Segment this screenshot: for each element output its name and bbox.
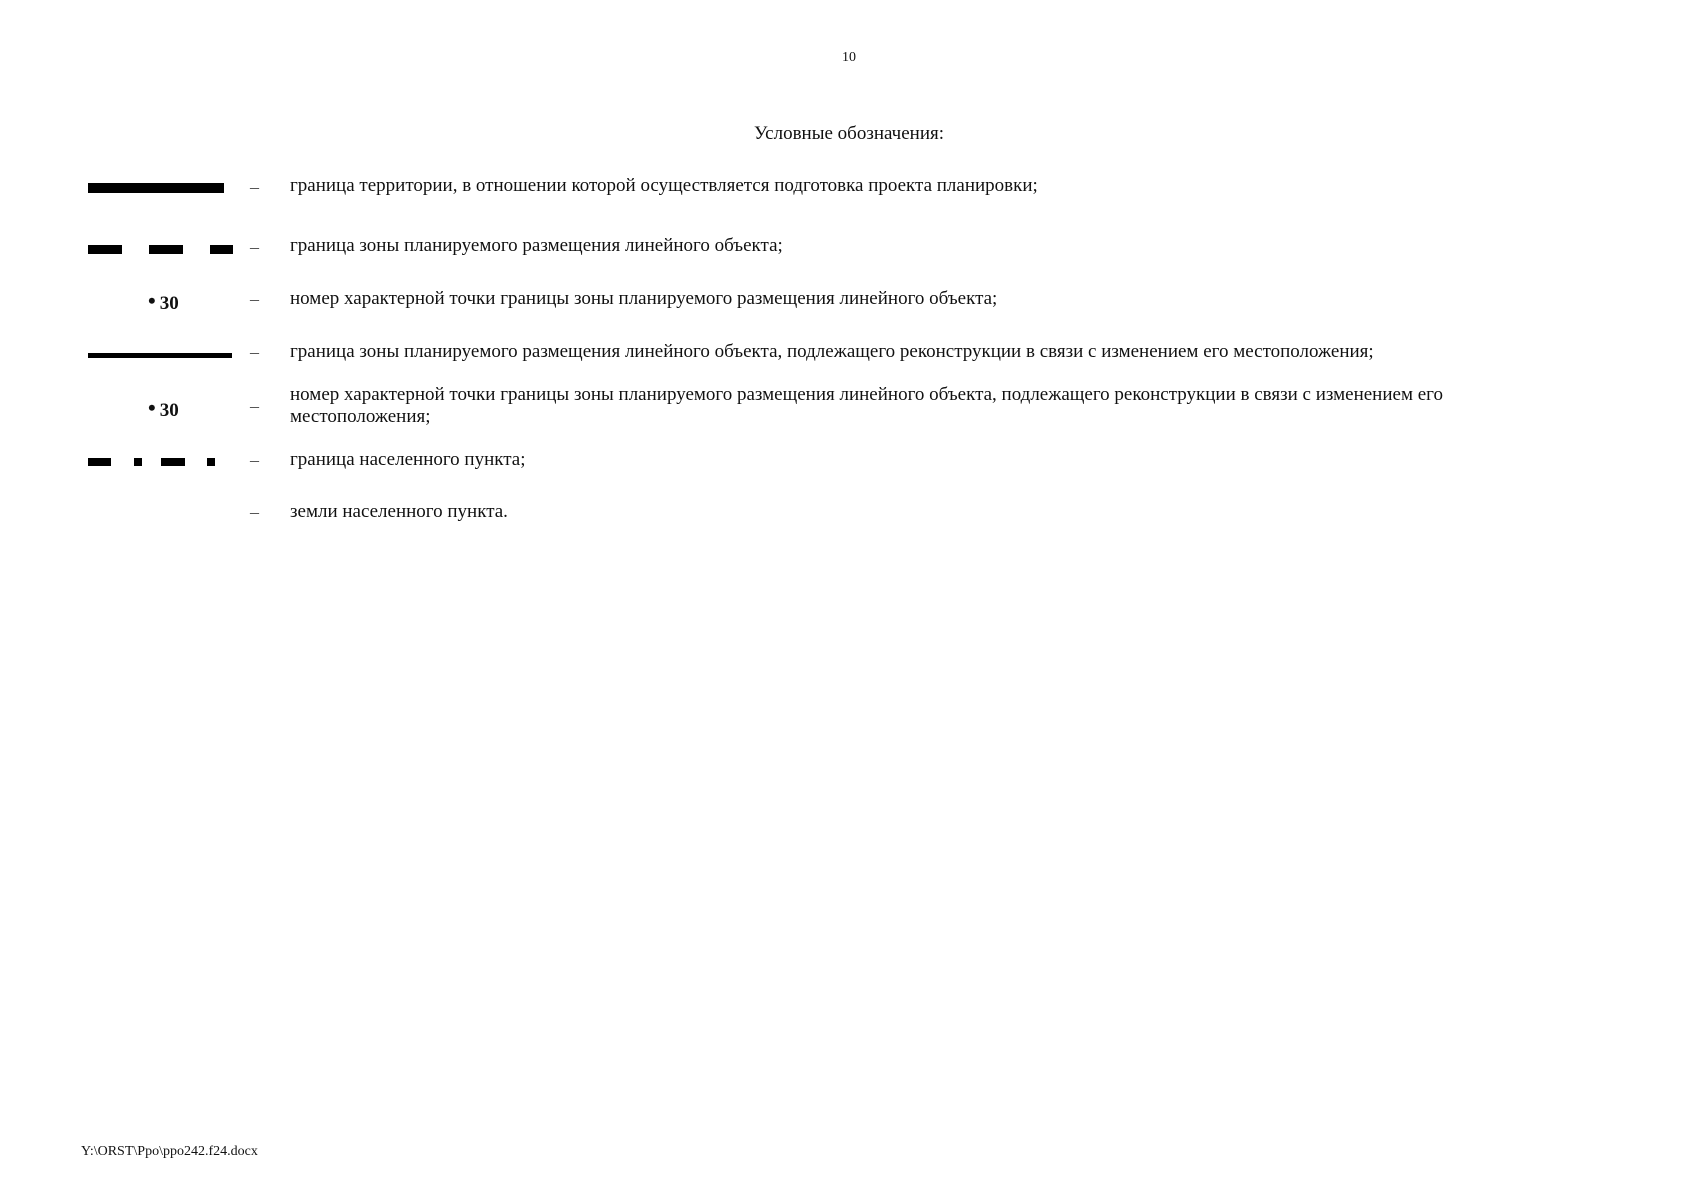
- legend-item-text: граница зоны планируемого размещения линейного объекта;: [290, 235, 783, 256]
- legend-item-text: граница зоны планируемого размещения линейного объекта, подлежащего реконструкции в связи с изменением его местоположения;: [290, 341, 1374, 362]
- legend-separator: –: [250, 450, 259, 470]
- point-dot-icon: •: [148, 395, 156, 420]
- legend-item-text: граница территории, в отношении которой осуществляется подготовка проекта планировки;: [290, 175, 1038, 196]
- page-number: 10: [842, 50, 856, 65]
- legend-title: Условные обозначения:: [753, 123, 945, 144]
- point-number-label: 30: [159, 400, 179, 421]
- legend-item-text: граница населенного пункта;: [290, 449, 526, 470]
- legend-separator: –: [250, 237, 259, 257]
- legend-item-text: номер характерной точки границы зоны планируемого размещения линейного объекта, подлежащего реконструкции в связи с изменением его местоположения;: [290, 384, 1443, 427]
- legend-separator: –: [250, 396, 259, 416]
- legend-separator: –: [250, 289, 259, 309]
- legend-item-text: земли населенного пункта.: [290, 501, 508, 522]
- legend-separator: –: [250, 177, 259, 197]
- point-number-label: 30: [159, 293, 179, 314]
- legend-separator: –: [250, 502, 259, 522]
- point-dot-icon: •: [148, 288, 156, 313]
- legend-item-text: номер характерной точки границы зоны планируемого размещения линейного объекта;: [290, 288, 998, 309]
- legend-separator: –: [250, 342, 259, 362]
- footer-file-path: Y:\ORST\Ppo\ppo242.f24.docx: [81, 1144, 258, 1159]
